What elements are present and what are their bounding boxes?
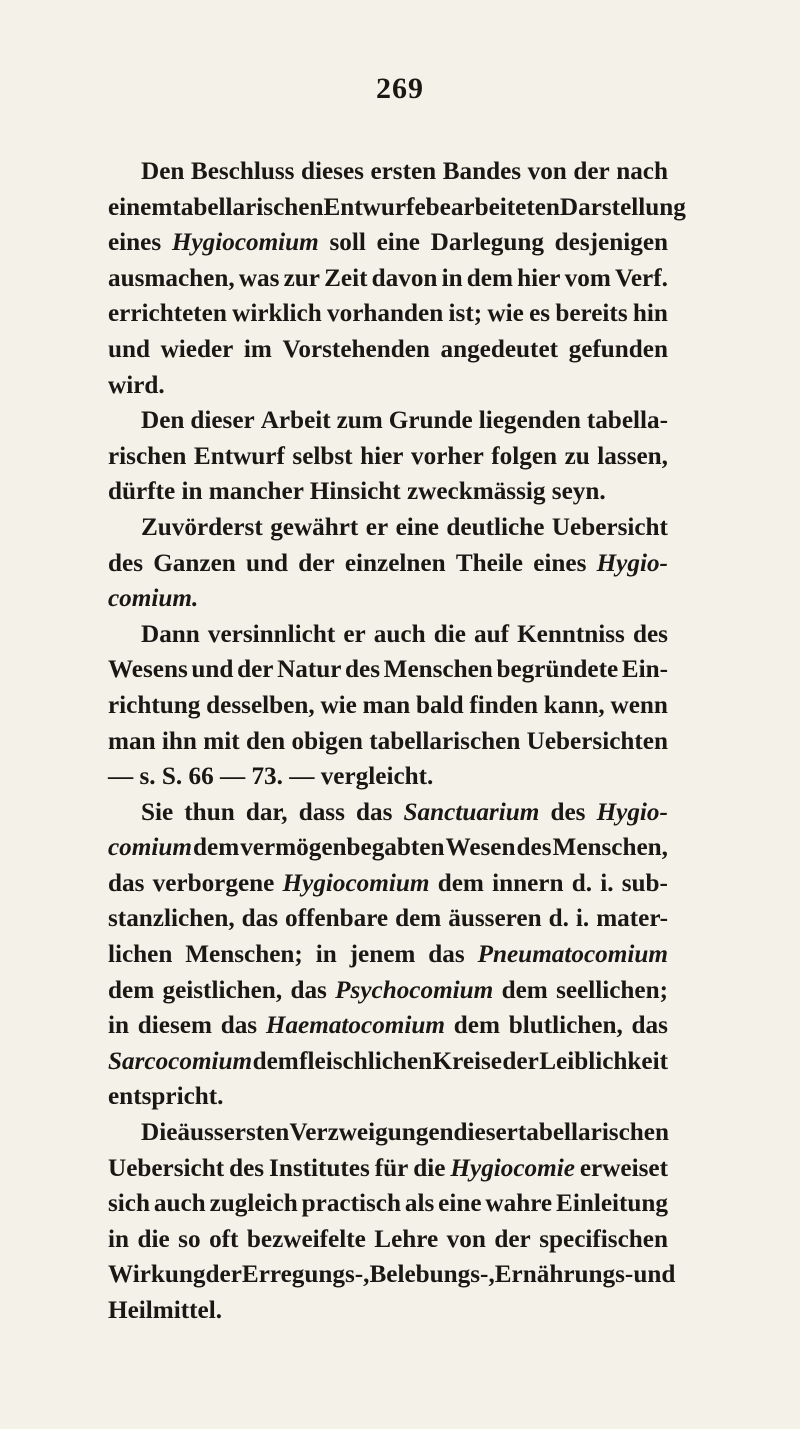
word: errichteten	[108, 300, 227, 328]
word: eine	[395, 513, 439, 541]
word: das	[631, 1012, 668, 1040]
word: hier	[360, 442, 404, 470]
word: dieser	[453, 1119, 518, 1147]
text-line	[108, 190, 686, 226]
italic-word: Haematocomium	[265, 1012, 445, 1040]
word: vorher	[411, 442, 484, 470]
word: in	[108, 1012, 130, 1040]
italic-word: comium.	[108, 585, 199, 613]
word: das	[428, 941, 465, 969]
word: soll	[329, 229, 366, 257]
word: Vorstehenden	[282, 335, 430, 363]
word: die	[137, 1225, 170, 1253]
word: fleischlichen	[299, 1047, 433, 1075]
word: Den	[141, 158, 185, 185]
text-line	[108, 1115, 668, 1151]
word: oft	[209, 1225, 239, 1253]
text-line	[108, 403, 668, 439]
word: des	[632, 620, 668, 648]
word: Verzweigungen	[289, 1119, 454, 1147]
word: finden	[469, 691, 538, 719]
word: ersten	[370, 158, 437, 185]
italic-word: Sanctuarium	[403, 798, 540, 826]
word: dürfte in mancher Hinsicht zweckmässig seyn.	[108, 478, 606, 506]
word: das	[356, 798, 393, 826]
word: Menschen,	[552, 834, 668, 862]
word: dem	[437, 869, 484, 897]
word: zugleich	[209, 1190, 298, 1218]
text-line	[108, 759, 668, 795]
word: Theile	[455, 549, 523, 577]
word: und	[246, 549, 289, 577]
text-line	[108, 1079, 668, 1115]
word: Wesens	[108, 656, 188, 684]
word: vom	[564, 264, 611, 292]
word: auf	[473, 620, 509, 648]
word: Verf.	[614, 264, 668, 292]
word: Darlegung	[430, 229, 544, 257]
word: dar,	[245, 798, 288, 826]
word: seellichen;	[556, 976, 668, 1004]
word: in	[315, 941, 337, 969]
word: diesem	[137, 1012, 212, 1040]
word: von	[446, 1225, 486, 1253]
word: Sie	[141, 798, 174, 826]
text-line	[108, 510, 668, 546]
word: innern	[492, 869, 564, 897]
word: nach	[616, 158, 668, 185]
word: thun	[184, 798, 235, 826]
word: von	[527, 158, 567, 185]
word: erweiset	[579, 1154, 668, 1182]
italic-word: Hygiocomium	[282, 869, 430, 897]
word: es	[529, 300, 551, 328]
word: die	[413, 1154, 446, 1182]
word: Ganzen	[153, 549, 236, 577]
word: bereits	[555, 300, 628, 328]
word: bald	[416, 691, 464, 719]
text-line	[108, 546, 668, 582]
word: versinnlicht	[207, 620, 336, 648]
word: er	[343, 620, 366, 648]
word: und	[108, 335, 151, 363]
word: einzelnen	[344, 549, 446, 577]
word: practisch	[301, 1190, 401, 1218]
word: davon	[371, 264, 438, 292]
word: blutlichen,	[508, 1012, 623, 1040]
word: d.	[571, 869, 592, 897]
word: und	[633, 1261, 676, 1289]
word: ist;	[448, 300, 483, 328]
word: zur	[283, 264, 320, 292]
text-line	[108, 973, 668, 1009]
word: Arbeit	[260, 407, 331, 435]
word: des	[108, 549, 143, 577]
word: wahre	[485, 1190, 553, 1218]
word: Darstellung	[559, 193, 686, 221]
word: dem	[108, 976, 155, 1004]
text-line	[108, 1008, 668, 1044]
word: wenn	[610, 691, 668, 719]
word: tabella-	[586, 407, 668, 435]
italic-word: Hygiocomium	[171, 229, 319, 257]
word: in	[108, 1225, 130, 1253]
word: der	[494, 1225, 531, 1253]
word: er	[365, 513, 389, 541]
word: Belebungs-,	[369, 1261, 495, 1289]
word: Menschen;	[185, 941, 303, 969]
text-line	[108, 688, 668, 724]
word: angedeutet	[440, 335, 559, 363]
word: Einleitung	[556, 1190, 668, 1218]
word: dem	[466, 264, 513, 292]
text-line	[108, 652, 668, 688]
word: was	[238, 264, 280, 292]
text-line	[108, 1257, 676, 1293]
word: sich	[108, 1190, 150, 1218]
word: der	[205, 1261, 242, 1289]
word: man	[108, 727, 156, 755]
word: das	[220, 1012, 258, 1040]
text-line	[108, 937, 668, 973]
word: Institutes	[269, 1154, 370, 1182]
word: äusseren	[448, 905, 542, 933]
word: wirklich	[232, 300, 322, 328]
text-line	[108, 581, 668, 617]
body-text	[108, 154, 686, 1329]
word: tabellarischen	[517, 1119, 669, 1147]
word: sub-	[621, 869, 668, 897]
italic-word: Hygiocomie	[450, 1154, 575, 1182]
word: in	[441, 264, 463, 292]
word: dem	[501, 976, 548, 1004]
word: wie	[320, 691, 357, 719]
word: mit	[203, 727, 240, 755]
text-line	[108, 795, 668, 831]
word: eines	[533, 549, 587, 577]
text-line	[108, 1222, 668, 1258]
word: Kenntniss	[517, 620, 625, 648]
word: desjenigen	[554, 229, 668, 257]
text-line	[108, 866, 668, 902]
word: Menschen	[383, 656, 493, 684]
word: als	[404, 1190, 435, 1218]
word: dem	[453, 1012, 500, 1040]
word: lichen	[108, 941, 173, 969]
word: dass	[298, 798, 345, 826]
word: Wesen	[445, 834, 516, 862]
word: i.	[600, 869, 614, 897]
word: des	[345, 656, 381, 684]
italic-word: Hygio-	[596, 798, 668, 826]
word: ausmachen,	[108, 264, 235, 292]
text-line	[108, 296, 668, 332]
word: bearbeiteten	[425, 193, 560, 221]
word: obigen	[291, 727, 363, 755]
word: Erregungs-,	[241, 1261, 370, 1289]
word: der	[502, 1047, 539, 1075]
word: Ernährungs-	[494, 1261, 634, 1289]
word: verborgene	[152, 869, 275, 897]
text-line	[108, 830, 668, 866]
word: Uebersichten	[526, 727, 668, 755]
word: Entwurfe	[323, 193, 426, 221]
word: Die	[141, 1119, 178, 1147]
word: tabellarischen	[369, 727, 521, 755]
word: wird.	[108, 371, 165, 399]
word: Ein-	[621, 656, 668, 684]
word: gewährt	[270, 513, 359, 541]
word: eine	[376, 229, 420, 257]
word: dem	[252, 1047, 299, 1075]
word: man	[362, 691, 411, 719]
word: begründete	[496, 656, 619, 684]
word: folgen	[491, 442, 558, 470]
word: einem	[108, 193, 173, 221]
word: Uebersicht	[551, 513, 668, 541]
word: des	[550, 798, 586, 826]
word: deutliche	[446, 513, 545, 541]
word: Grunde	[388, 407, 473, 435]
word: so	[178, 1225, 201, 1253]
word: d.	[548, 905, 569, 933]
text-line	[108, 724, 668, 760]
word: stanzlichen,	[108, 905, 235, 933]
word: tabellarischen	[172, 193, 324, 221]
word: Beschluss	[190, 158, 295, 185]
word: wie	[487, 300, 524, 328]
word: Kreise	[432, 1047, 502, 1075]
text-line	[108, 901, 668, 937]
word: Zeit	[324, 264, 368, 292]
word: vermögenbegabten	[240, 834, 445, 862]
word: das	[241, 905, 279, 933]
word: kann,	[543, 691, 605, 719]
word: für	[374, 1154, 409, 1182]
word: Den	[141, 407, 185, 435]
word: Dann	[141, 620, 200, 648]
italic-word: Hygio-	[596, 549, 668, 577]
word: äussersten	[177, 1119, 290, 1147]
word: i.	[575, 905, 590, 933]
word: specifischen	[539, 1225, 668, 1253]
page-number: 269	[376, 72, 424, 105]
word: zum	[336, 407, 383, 435]
italic-word: Psychocomium	[335, 976, 494, 1004]
italic-word: Pneumatocomium	[477, 941, 668, 969]
text-line	[108, 1186, 668, 1222]
word: liegenden	[478, 407, 581, 435]
text-line	[108, 225, 668, 261]
word: bezweifelte	[246, 1225, 366, 1253]
word: Wirkung	[108, 1261, 206, 1289]
word: entspricht.	[108, 1083, 224, 1111]
text-line	[108, 368, 668, 404]
word: Zuvörderst	[141, 513, 263, 541]
word: Leiblichkeit	[539, 1047, 668, 1075]
word: mater-	[596, 905, 668, 933]
word: das	[290, 976, 327, 1004]
word: des	[229, 1154, 265, 1182]
text-line	[108, 1293, 668, 1329]
text-line	[108, 261, 668, 297]
word: wieder	[160, 335, 234, 363]
word: die	[433, 620, 466, 648]
text-line	[108, 617, 668, 653]
text-line	[108, 332, 668, 368]
word: gefunden	[568, 335, 668, 363]
text-line	[108, 474, 668, 510]
word: den	[245, 727, 286, 755]
word: dem	[193, 834, 240, 862]
text-line	[108, 1044, 668, 1080]
word: auch	[153, 1190, 206, 1218]
word: vorhanden	[327, 300, 444, 328]
word: rischen	[108, 442, 187, 470]
word: Lehre	[374, 1225, 439, 1253]
word: eine	[438, 1190, 482, 1218]
word: des	[516, 834, 552, 862]
word: Uebersicht	[108, 1154, 225, 1182]
word: hier	[517, 264, 561, 292]
word: auch	[373, 620, 426, 648]
word: — s. S. 66 — 73. — vergleicht.	[108, 763, 434, 791]
word: der	[237, 656, 274, 684]
word: Bandes	[442, 158, 522, 185]
text-line	[108, 439, 668, 475]
word: Entwurf	[193, 442, 285, 470]
word: der	[298, 549, 335, 577]
word: selbst	[292, 442, 353, 470]
text-line	[108, 1151, 668, 1187]
word: das	[108, 869, 145, 897]
word: geistlichen,	[162, 976, 283, 1004]
word: richtung	[108, 691, 201, 719]
italic-word: comium	[108, 834, 192, 862]
word: im	[243, 335, 272, 363]
word: und	[191, 656, 234, 684]
word: dieser	[190, 407, 255, 435]
word: der	[573, 158, 610, 185]
italic-word: Sarcocomium	[108, 1047, 253, 1075]
word: zu	[564, 442, 590, 470]
word: Heilmittel.	[108, 1297, 222, 1324]
word: lassen,	[597, 442, 668, 470]
word: hin	[632, 300, 668, 328]
word: dieses	[300, 158, 364, 185]
word: dem	[395, 905, 442, 933]
word: desselben,	[206, 691, 315, 719]
text-line	[108, 154, 668, 190]
word: ihn	[161, 727, 197, 755]
word: eines	[108, 229, 162, 257]
word: jenem	[349, 941, 416, 969]
word: offenbare	[285, 905, 389, 933]
word: Natur	[277, 656, 342, 684]
